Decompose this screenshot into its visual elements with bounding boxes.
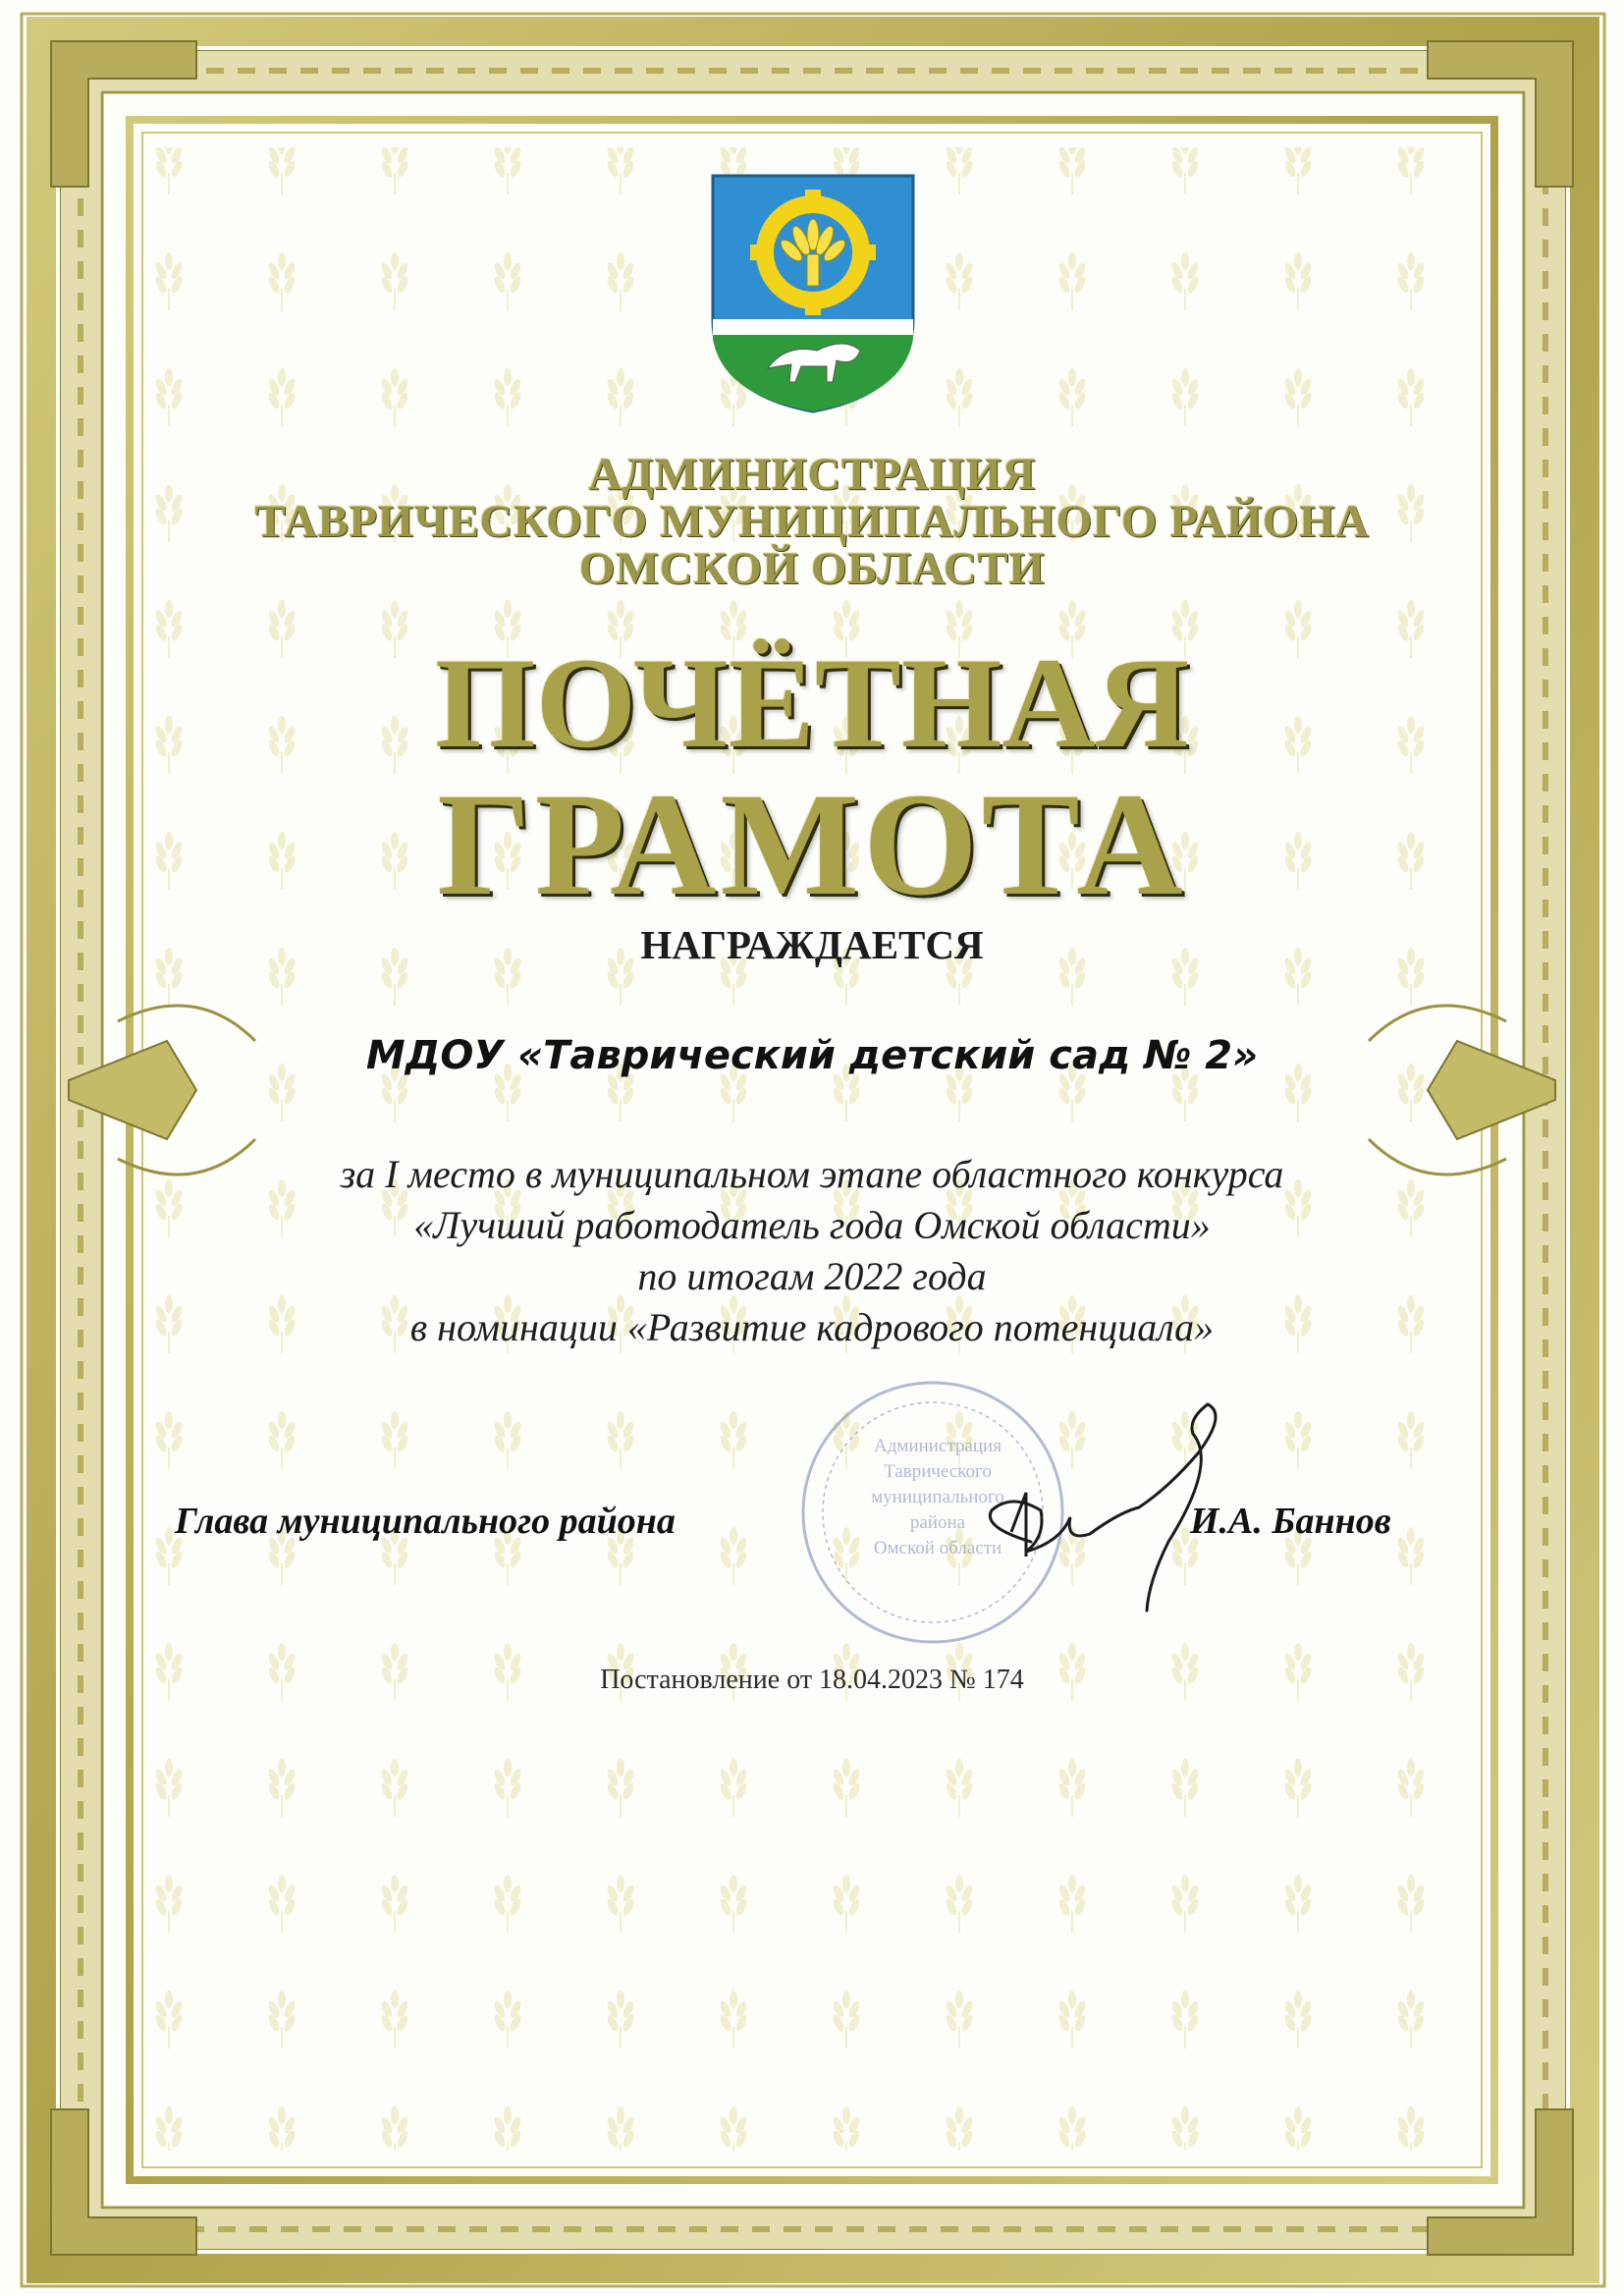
reason-line-3: по итогам 2022 года — [637, 1254, 987, 1298]
stamp-line-4: района — [909, 1512, 966, 1533]
org-line-3: ОМСКОЙ ОБЛАСТИ — [578, 543, 1046, 594]
certificate-title-line-2: ГРАМОТА — [437, 763, 1187, 926]
stamp-line-1: Администрация — [874, 1436, 1001, 1456]
signatory-position: Глава муниципального района — [175, 1501, 676, 1542]
stamp-line-3: муниципального — [871, 1487, 1004, 1507]
awarded-label: НАГРАЖДАЕТСЯ — [640, 922, 984, 967]
certificate-title-line-1: ПОЧЁТНАЯ — [434, 630, 1190, 775]
org-line-2: ТАВРИЧЕСКОГО МУНИЦИПАЛЬНОГО РАЙОНА — [254, 496, 1370, 547]
handwritten-signature — [972, 1394, 1267, 1620]
coat-of-arms-emblem — [707, 172, 919, 415]
signatory-name: И.А. Баннов — [1190, 1501, 1391, 1542]
reason-line-1: за I место в муниципальном этапе областного конкурса — [340, 1152, 1284, 1196]
stamp-line-5: Омской области — [873, 1538, 1002, 1558]
reason-line-2: «Лучший работодатель года Омской области» — [413, 1203, 1211, 1247]
org-line-1: АДМИНИСТРАЦИЯ — [588, 449, 1036, 500]
stamp-line-2: Таврического — [884, 1461, 992, 1482]
decree-reference: Постановление от 18.04.2023 № 174 — [600, 1665, 1024, 1695]
recipient-name: МДОУ «Таврический детский сад № 2» — [365, 1033, 1259, 1078]
reason-line-4: в номинации «Развитие кадрового потенциала» — [409, 1305, 1215, 1349]
